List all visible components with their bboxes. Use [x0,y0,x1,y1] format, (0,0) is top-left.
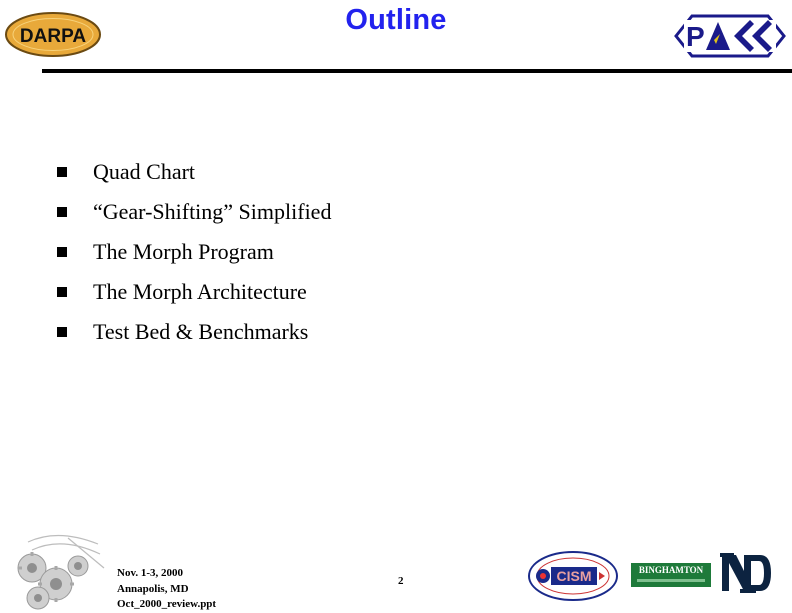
square-bullet-icon [57,247,67,257]
page-title: Outline [345,4,447,36]
list-item-label: “Gear-Shifting” Simplified [93,199,332,224]
title-divider [42,69,792,73]
notre-dame-logo [720,549,772,597]
binghamton-logo-stripe [637,579,705,582]
footer-filename: Oct_2000_review.ppt [117,598,217,610]
square-bullet-icon [57,167,67,177]
binghamton-logo [631,563,711,587]
cism-logo-text: CISM [556,568,592,584]
list-item [55,232,755,272]
cism-logo [527,550,619,602]
binghamton-logo-text: BINGHAMTON [638,565,704,575]
list-item [55,272,755,312]
list-item-label: The Morph Architecture [93,279,307,304]
list-item [55,152,755,192]
darpa-logo-text: DARPA [19,26,87,47]
footer-date: Nov. 1-3, 2000 [117,567,183,579]
svg-text:P: P [686,21,705,52]
pacc-logo [670,10,790,62]
footer-info [117,566,216,613]
footer-location: Annapolis, MD [117,582,189,595]
square-bullet-icon [57,327,67,337]
gears-icon [8,524,110,612]
list-item-label: The Morph Program [93,239,274,264]
page-number: 2 [398,575,404,587]
list-item-label: Test Bed & Benchmarks [93,319,309,344]
list-item-label: Quad Chart [93,159,196,184]
outline-list [55,152,755,352]
square-bullet-icon [57,207,67,217]
square-bullet-icon [57,287,67,297]
list-item [55,192,755,232]
list-item [55,312,755,352]
